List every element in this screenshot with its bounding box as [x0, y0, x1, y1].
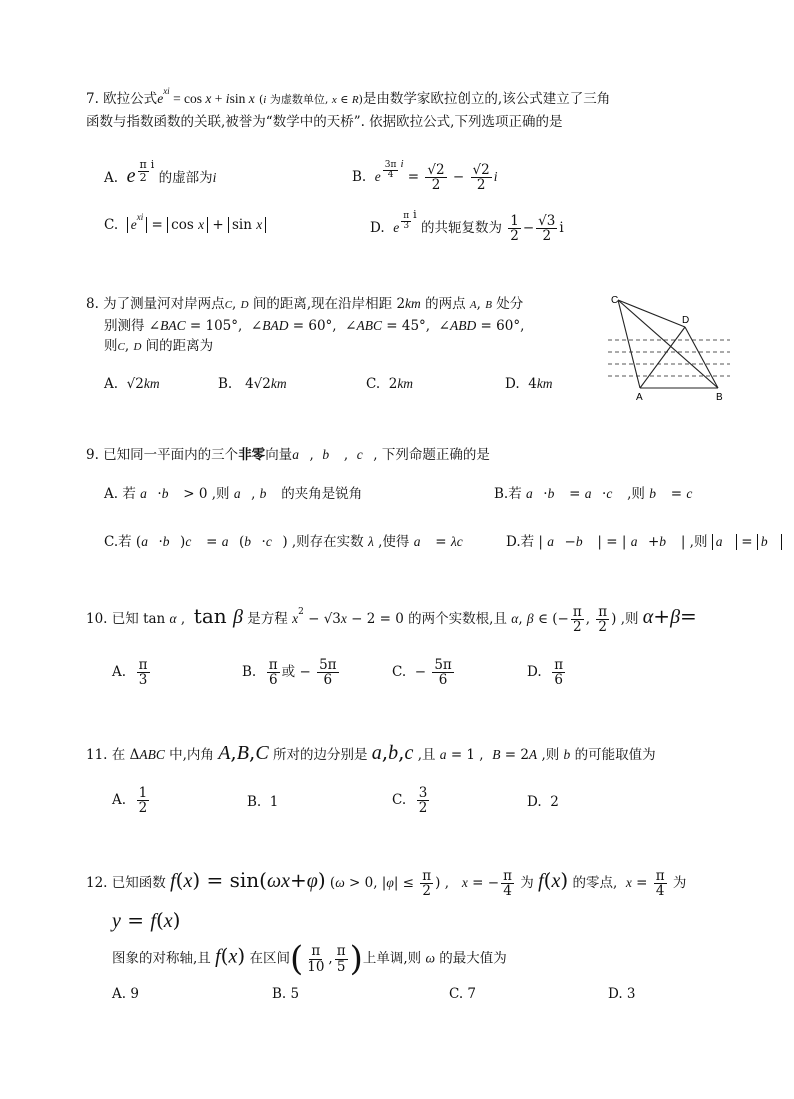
q8-line2: 别测得 ∠BAC = 105°, ∠BAD = 60°, ∠ABC = 45°, ∠ABD = 60°,	[104, 318, 525, 334]
q11-number: 11.	[86, 747, 108, 763]
q12-stem-line2: y = f(x)	[112, 908, 181, 932]
q10-option-b: B. $\frac{\pi}{6}$ 或 − $\frac{5\pi}{6}$	[242, 657, 337, 689]
q7-option-c: C. $e^{xi} = \cos x + \sin x$	[104, 212, 266, 233]
q11-option-d: D. 2	[527, 794, 559, 810]
q7-stem-line1: 7. 欧拉公式$e^{xi} = \cos x + isin$ x (i 为虚数单位, x ∈ R)是由数学家欧拉创立的,该公式建立了三角	[86, 86, 611, 107]
q7-option-a: A. e $\frac{\pi}{2}$ $^i$ 的虚部为i	[104, 158, 217, 187]
q12-stem-line3: 图象的对称轴,且 f(x) 在区间( $\frac{\pi}{10}$ , $\frac{\pi}{5}$ )上单调,则 ω 的最大值为	[112, 939, 507, 979]
q12-option-c: C. 7	[449, 986, 477, 1002]
q11-option-c: C. $\frac{3}{2}$	[392, 785, 428, 817]
q10-option-c: C. − $\frac{5\pi}{6}$	[392, 657, 452, 689]
q7-option-d: D. e $\frac{\pi}{3}$ $^i$ 的共轭复数为 $\frac{1}{2}$ − $\frac{√3}{2}$ i	[370, 208, 564, 244]
q9-stem: 9. 已知同一平面内的三个非零向量a⃗, b⃗ , c⃗, 下列命题正确的是	[86, 447, 490, 463]
q8-option-c: C. 2km	[366, 376, 414, 392]
q9-option-c: C.若 (a⃗·b⃗)c⃗ = a⃗(b⃗·c⃗) ,则存在实数 λ ,使得 a⃗ = λc⃗	[104, 534, 474, 550]
q11-option-b: B. 1	[247, 794, 279, 810]
q8-figure-label-a: A	[636, 392, 643, 403]
q8-option-b: B. 4√2km	[218, 376, 287, 392]
q10-stem: 10. 已知 tan α , tan β 是方程 $x^2 - √3x - 2 = 0$ 的两个实数根,且 α, β ∈ (− $\frac{\pi}{2}$ , $\frac{\pi}{2}$ ) ,则 α+β=	[86, 603, 697, 635]
q11-option-a: A. $\frac{1}{2}$	[112, 785, 148, 817]
q9-option-a: A. 若 a⃗·b⃗ > 0 ,则 a⃗, b⃗ 的夹角是锐角	[104, 486, 363, 502]
q8-option-d: D. 4km	[505, 376, 553, 392]
q8-figure	[600, 290, 750, 405]
q10-option-d: D. $\frac{\pi}{6}$	[527, 657, 564, 689]
q12-stem-line1: 12. 已知函数 f(x) = sin(ωx+φ) (ω > 0, |φ| ≤ $\frac{\pi}{2}$ ) , x = − $\frac{\pi}{4}$ 为 f(x) 的零点, x = $\frac{\pi}{4}$ 为	[86, 867, 687, 899]
q7-stem-line2: 函数与指数函数的关联,被誉为“数学中的天桥”. 依据欧拉公式,下列选项正确的是	[86, 114, 563, 130]
q8-figure-label-d: D	[682, 315, 690, 326]
q11-stem: 11. 在 ΔABC 中,内角 A,B,C 所对的边分别是 a,b,c ,且 a = 1 , B = 2A ,则 b 的可能取值为	[86, 740, 656, 764]
q8-number: 8.	[86, 296, 99, 312]
q8-line1: 8. 为了测量河对岸两点C, D 间的距离,现在沿岸相距 2km 的两点 A, B 处分	[86, 296, 524, 312]
q7-option-b: B. e $\frac{3\pi}{4}$ $^i$ = $\frac{√2}{2}$ − $\frac{√2}{2}$ i	[352, 158, 498, 193]
q9-option-d: D.若 | a⃗−b⃗ | = | a⃗+b⃗ | ,则 a⃗ = b⃗	[506, 530, 782, 550]
q9-option-b: B.若 a⃗·b⃗ = a⃗·c⃗ ,则 b⃗ = c⃗	[494, 486, 703, 502]
q10-option-a: A. $\frac{\pi}{3}$	[112, 657, 148, 689]
q12-option-d: D. 3	[608, 986, 636, 1002]
q12-option-b: B. 5	[272, 986, 300, 1002]
q12-number: 12.	[86, 875, 108, 891]
q8-figure-label-b: B	[716, 392, 723, 403]
q8-line3: 则C, D 间的距离为	[104, 338, 214, 354]
q8-option-a: A. √2km	[104, 376, 160, 392]
q8-figure-label-c: C	[611, 295, 619, 306]
q9-number: 9.	[86, 447, 99, 463]
q10-number: 10.	[86, 611, 108, 627]
q12-option-a: A. 9	[112, 986, 139, 1002]
q7-number: 7.	[86, 91, 99, 107]
